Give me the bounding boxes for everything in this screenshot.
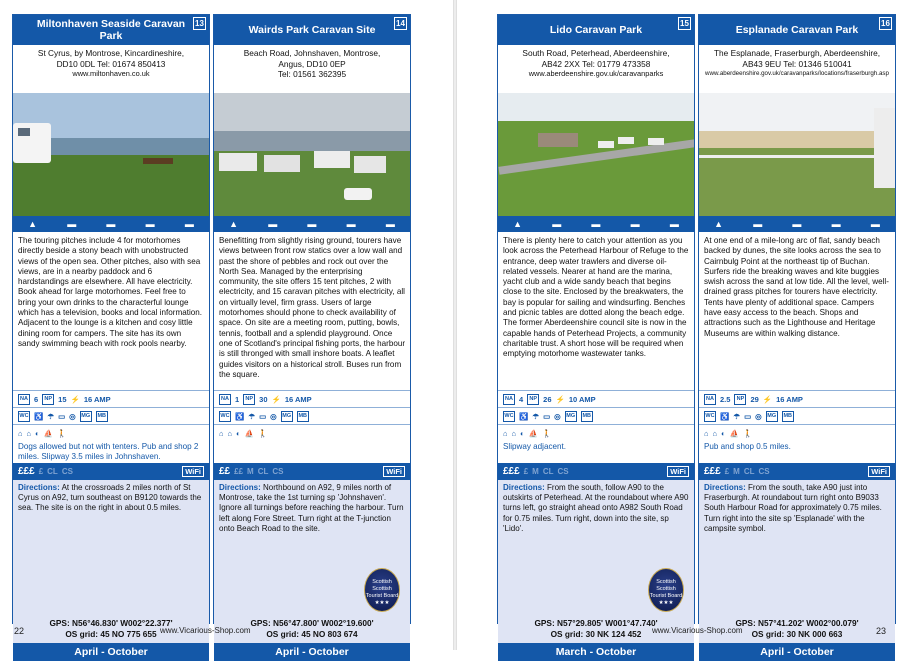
large-motorhome-icon: ▬ [346,219,356,229]
footer-url-right[interactable]: www.Vicarious-Shop.com [652,626,743,635]
laundry-icon: ◎ [69,411,76,421]
price-bar: £££ £ CL CS WiFi [13,463,209,480]
site-notes [214,441,410,463]
wifi-badge: WiFi [182,466,204,477]
page-number-left: 22 [14,626,25,636]
wheelchair-icon: ♿ [34,411,44,421]
pitch-type-icons [214,216,410,232]
rv-icon: ▬ [870,219,880,229]
motorhome-icon: ▬ [106,219,116,229]
site-address: St Cyrus, by Montrose, Kincardineshire, DD10 0DL Tel: 01674 850413 www.miltonhaven.co.uk [13,45,209,93]
plug-icon: ⚡ [271,394,281,404]
shower-icon: ☂ [733,411,741,421]
site-title: Miltonhaven Seaside Caravan Park 13 [13,15,209,45]
bbq-icon: ⌂ [219,428,224,438]
fishing-icon: ◐ [520,428,525,438]
motorhome-icon: ▬ [792,219,802,229]
site-description: The touring pitches include 4 for motorhomes directly beside a stony beach with unobstructed views of the open sea. Other pitches, also with sea views, are in a nearby paddock and 6 hardstandings are elsewhere. All have electricity. Book ahead for large motorhomes. Feel free to bring your own drinks to the characterful lounge which has a television, books and local information. Adjacent to the lounge is a kitchen and cosy little dining room for campers. The site has its own sandy swimming beach with rock pools nearby. [18,236,203,348]
caravan-icon: ▬ [753,219,763,229]
directions-box: Directions: From the south, take A90 just into Fraserburgh. At roundabout turn right onto B9033 South Harbour Road for approximately 0.75 miles. Turn right into the site sp 'Esplanade' with the campsite symbol. [699,480,895,618]
footer-url-left[interactable]: www.Vicarious-Shop.com [160,626,251,635]
site-number: 15 [678,17,691,30]
wheelchair-icon: ♿ [235,411,245,421]
tent-icon: ▲ [229,219,239,229]
fishing-icon: ◐ [721,428,726,438]
site-number: 13 [193,17,206,30]
site-description: There is plenty here to catch your attention as you look across the Peterhead Harbour of Refuge to the entrance, deep water trawlers and diverse oil-related vessels. Nearer at hand are the marina, yacht club and a wide sandy beach that begins close to the site. Enclosed by the breakwaters, the bay is popular for sailing and windsurfing. Benches and picnic tables are dotted along the beach edge. The former Aberdeenshire council site is now in the capable hands of Peterhead Projects, a community charitable trust. A short hose will be required when emptying motorhome wastewater tanks. [503,236,689,359]
activity-icons [498,424,694,441]
shower-icon: ☂ [47,411,55,421]
directions-box: Directions: Northbound on A92, 9 miles north of Montrose, take the 1st turning sp 'Johnshaven'. Ignore all turnings before reaching the harbour. Turn left along Fore Street. Turn right at the T-junction onto Beach Road to the site. Scottish Scottish Tourist Board ★★★ [214,480,410,618]
open-season: April - October [214,643,410,661]
open-season: March - October [498,643,694,661]
bbq-icon: ⌂ [503,428,508,438]
site-title: Wairds Park Caravan Site 14 [214,15,410,45]
facility-icons: WC ♿ ☂ ▭ ◎ MG MB [214,407,410,424]
site-website[interactable]: www.aberdeenshire.gov.uk/caravanparks [528,69,664,78]
pitch-counts: NA 1 NP 30 ⚡ 16 AMP [214,390,410,407]
pitch-type-icons [498,216,694,232]
large-motorhome-icon: ▬ [630,219,640,229]
site-notes: Pub and shop 0.5 miles. [704,442,791,451]
pitch-type-icons [699,216,895,232]
shop-icon: ⌂ [511,428,517,438]
site-notes: Slipway adjacent. [503,442,566,451]
gps-coords: GPS: N57°29.805' W001°47.740' OS grid: 30 NK 124 452 [498,618,694,643]
site-notes: Dogs allowed but not with tenters. Pub and shop 2 miles. Slipway 3.5 miles in Johnshaven. [18,442,199,461]
boat-icon: ⛵ [244,428,254,438]
site-website[interactable]: www.miltonhaven.co.uk [72,69,150,78]
caravan-icon: ▬ [268,219,278,229]
plug-icon: ⚡ [762,394,773,404]
site-description: Benefitting from slightly rising ground, tourers have views between front row statics over a low wall and past the shore of pebbles and rock out over the North Sea. Managed by the enterprising community, the site offers 15 tent pitches, 2 with electricity, and 15 caravan pitches with electricity, all on virtually level, firm grass. Users of large motorhomes should phone to check availability of space. On site are a meeting room, putting, bowls, tennis, football and a splendid playground. Once one of Scotland's principal fishing ports, the harbour is still thronged with small inshore boats. A leaflet guides visitors on a historical stroll. Buses run from the square. [219,236,406,379]
walk-icon: 🚶 [541,428,552,438]
wifi-badge: WiFi [667,466,689,477]
boat-icon: ⛵ [43,428,53,438]
activity-icons [13,424,209,441]
gps-coords: GPS: N57°41.202' W002°00.079' OS grid: 30 NK 000 663 [699,618,895,643]
bath-icon: ▭ [259,411,267,421]
laundry-icon: ◎ [755,411,762,421]
book-gutter [453,0,457,650]
walk-icon: 🚶 [257,428,268,438]
motorhome-icon: ▬ [591,219,601,229]
site-address: Beach Road, Johnshaven, Montrose, Angus, DD10 0EP Tel: 01561 362395 [243,48,381,79]
activity-icons [699,424,895,441]
site-number: 16 [879,17,892,30]
page-number-right: 23 [876,626,887,636]
gps-coords: GPS: N56°47.800' W002°19.600' OS grid: 45 NO 803 674 [214,618,410,643]
site-photo [214,93,410,216]
facility-icons: WC ♿ ☂ ▭ ◎ MG MB [13,407,209,424]
site-photo [498,93,694,216]
pitch-type-icons [13,216,209,232]
shower-icon: ☂ [532,411,540,421]
directions-box: Directions: At the crossroads 2 miles north of St Cyrus on A92, turn southeast on B9120 towards the sea. The site is on the right in about 0.5 miles. [13,480,209,618]
large-motorhome-icon: ▬ [145,219,155,229]
site-address: The Esplanade, Fraserburgh, Aberdeenshire, AB43 9EU Tel: 01346 510041 www.aberdeenshire.gov.uk/caravanparks/locations/fraserburgh.asp [699,45,895,93]
bath-icon: ▭ [744,411,752,421]
site-card-14 [213,14,411,658]
plug-icon: ⚡ [555,394,565,404]
fishing-icon: ◐ [35,428,40,438]
bbq-icon: ⌂ [704,428,709,438]
directions-box: Directions: From the south, follow A90 to the outskirts of Peterhead. At the roundabout where A90 turns left, go straight ahead onto A982 South Road for 0.75 miles. Turn right, down into the site, sp 'Lido'. Scottish Scottish Tourist Board ★★★ [498,480,694,618]
open-season: April - October [13,643,209,661]
caravan-icon: ▬ [67,219,77,229]
site-title: Esplanade Caravan Park 16 [699,15,895,45]
activity-icons [214,424,410,441]
large-motorhome-icon: ▬ [831,219,841,229]
plug-icon: ⚡ [70,394,80,404]
wifi-badge: WiFi [868,466,890,477]
facility-icons: WC ♿ ☂ ▭ ◎ MG MB [498,407,694,424]
rv-icon: ▬ [385,219,395,229]
laundry-icon: ◎ [554,411,561,421]
open-season: April - October [699,643,895,661]
motorhome-icon: ▬ [307,219,317,229]
pitch-counts: NA 2.5 NP 29 ⚡ 16 AMP [699,390,895,407]
walk-icon: 🚶 [742,428,753,438]
price-bar: ££ ££ M CL CS WiFi [214,463,410,480]
tent-icon: ▲ [714,219,724,229]
rv-icon: ▬ [669,219,679,229]
site-description: At one end of a mile-long arc of flat, sandy beach backed by dunes, the site looks across the sea to Cairnbulg Point at the northeast tip of Buchan. Surfers ride the breaking waves and kite buggies swish across the sand at low tide. All the level, well-drained grass pitches for tourers have electricity. Tents have plenty of additional space. Campers have easy access to the beach. Shops and attractions such as the Lighthouse and Heritage Museums are within walking distance. [704,236,889,338]
pitch-counts: NA 4 NP 26 ⚡ 10 AMP [498,390,694,407]
shop-icon: ⌂ [712,428,718,438]
bath-icon: ▭ [543,411,551,421]
shop-icon: ⌂ [26,428,32,438]
tourism-rating-badge: Scottish Scottish Tourist Board ★★★ [648,568,684,612]
wheelchair-icon: ♿ [720,411,730,421]
tent-icon: ▲ [28,219,38,229]
shower-icon: ☂ [248,411,256,421]
rv-icon: ▬ [184,219,194,229]
price-bar: £££ £ M CL CS WiFi [699,463,895,480]
wifi-badge: WiFi [383,466,405,477]
boat-icon: ⛵ [729,428,739,438]
tent-icon: ▲ [513,219,523,229]
boat-icon: ⛵ [528,428,538,438]
site-address: South Road, Peterhead, Aberdeenshire, AB42 2XX Tel: 01779 473358 www.aberdeenshire.gov.uk/caravanparks [498,45,694,93]
tourism-rating-badge: Scottish Scottish Tourist Board ★★★ [364,568,400,612]
bath-icon: ▭ [58,411,66,421]
site-website[interactable]: www.aberdeenshire.gov.uk/caravanparks/locations/fraserburgh.asp [705,70,889,77]
fishing-icon: ◐ [236,428,241,438]
shop-icon: ⌂ [227,428,233,438]
bbq-icon: ⌂ [18,428,23,438]
facility-icons: WC ♿ ☂ ▭ ◎ MG MB [699,407,895,424]
gps-coords: GPS: N56°46.830' W002°22.377' OS grid: 45 NO 775 655 [13,618,209,643]
site-number: 14 [394,17,407,30]
wheelchair-icon: ♿ [519,411,529,421]
pitch-counts: NA 6 NP 15 ⚡ 16 AMP [13,390,209,407]
site-card-15 [497,14,695,658]
caravan-icon: ▬ [552,219,562,229]
site-photo [699,93,895,216]
price-bar: £££ £ M CL CS WiFi [498,463,694,480]
walk-icon: 🚶 [56,428,67,438]
site-title: Lido Caravan Park 15 [498,15,694,45]
laundry-icon: ◎ [270,411,277,421]
site-photo [13,93,209,216]
